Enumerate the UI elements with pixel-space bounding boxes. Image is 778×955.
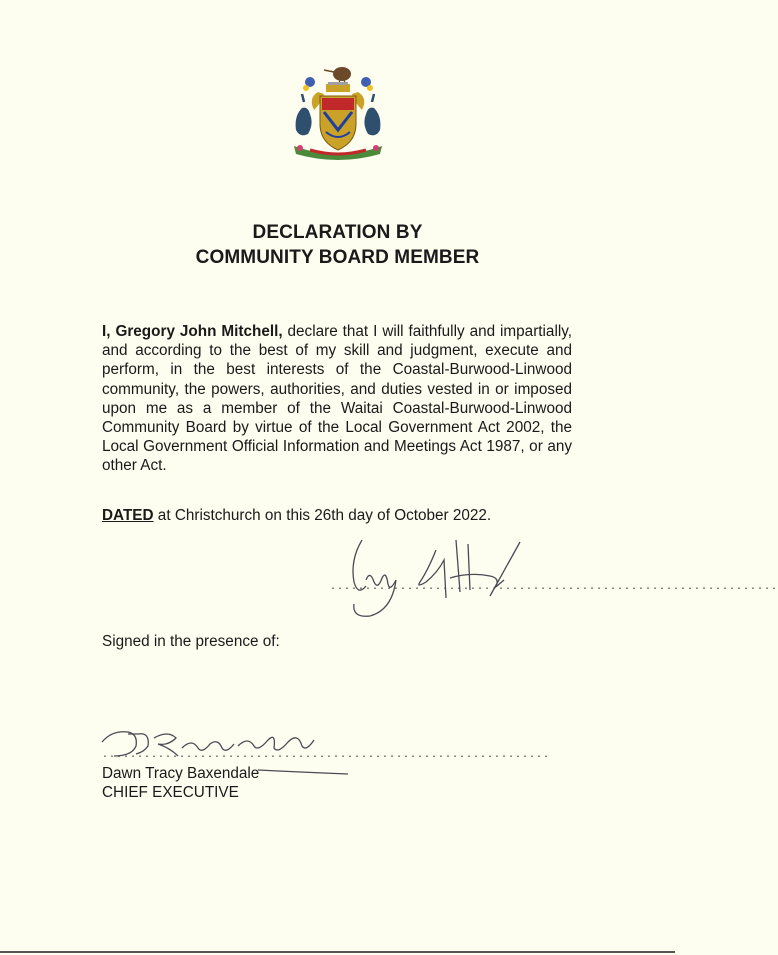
- title-line-1: DECLARATION BY: [252, 222, 423, 243]
- member-signature: [340, 520, 530, 620]
- declaration-paragraph: [102, 322, 572, 476]
- witness-name: Dawn Tracy Baxendale: [102, 765, 260, 782]
- declarant-name: I, Gregory John Mitchell,: [102, 323, 283, 340]
- page-bottom-rule: [0, 951, 675, 953]
- signature-line: ................................................................: [330, 582, 778, 593]
- dated-label: DATED: [102, 507, 154, 524]
- document-title: [0, 220, 675, 270]
- presence-text: Signed in the presence of:: [102, 633, 280, 650]
- coat-of-arms-icon: [280, 58, 396, 166]
- witness-title: CHIEF EXECUTIVE: [102, 784, 239, 801]
- dated-text: at Christchurch on this 26th day of October 2022.: [153, 507, 492, 524]
- witness-signature-line: ................................................................: [102, 750, 551, 761]
- declaration-text: declare that I will faithfully and impartially, and according to the best of my skill and judgment, execute and perform, in the best interests of the Coastal-Burwood-Linwood community, the powers, authorities, and duties vested in or imposed upon me as a member of the Waitai Coastal-Burwood-Linwood Community Board by virtue of the Local Government Act 2002, the Local Government Official Information and Meetings Act 1987, or any other Act.: [102, 323, 573, 475]
- title-line-2: COMMUNITY BOARD MEMBER: [195, 247, 480, 268]
